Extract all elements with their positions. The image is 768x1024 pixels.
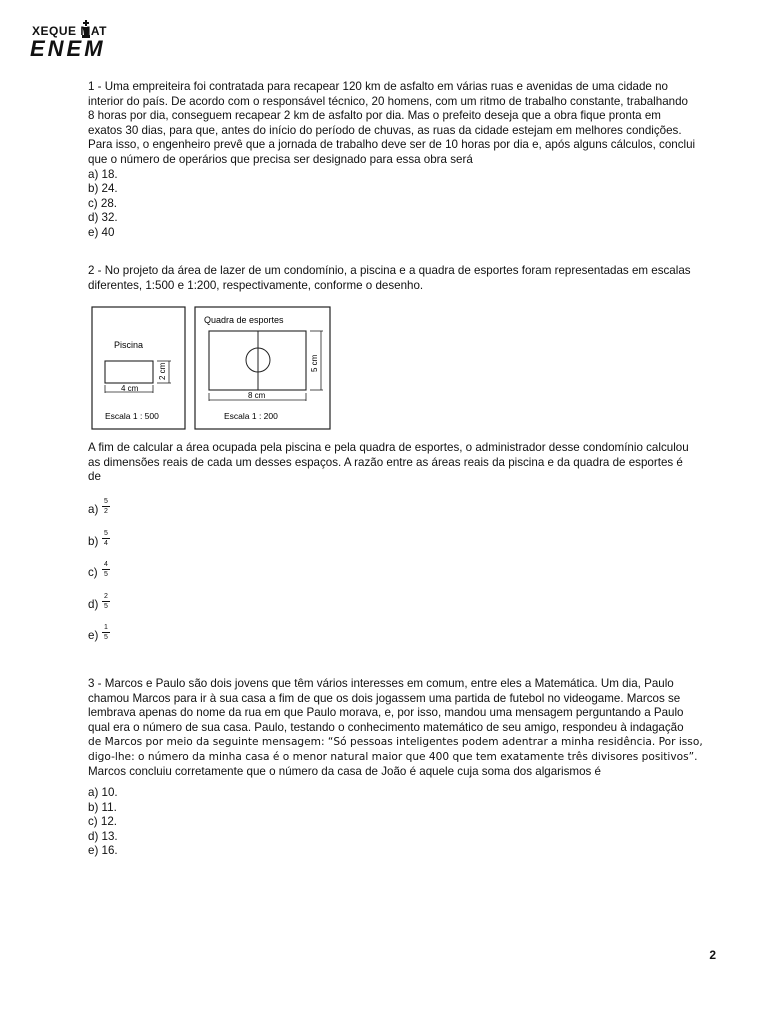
question-3-text <box>88 677 716 779</box>
q1-line: que o número de operários que precisa ser designado para essa obra será <box>88 152 473 166</box>
numerator: 4 <box>102 561 110 570</box>
q1-line: interior do país. De acordo com o responsável técnico, 20 homens, com um ritmo de trabalho constante, trabalhando <box>88 94 688 108</box>
option-c: c) 12. <box>88 815 117 829</box>
q2-after-line: as dimensões reais de cada um desses espaços. A razão entre as áreas reais da piscina e da quadra de esportes é <box>88 455 683 469</box>
q3-line: digo-lhe: o número da minha casa é o menor natural maior que 400 que tem exatamente três divisores positivos”. <box>88 750 698 763</box>
option-b: b) 24. <box>88 182 118 196</box>
q2-after-line: A fim de calcular a área ocupada pela piscina e pela quadra de esportes, o administrador desse condomínio calculou <box>88 441 689 454</box>
fraction <box>102 593 110 610</box>
pool-panel <box>92 307 185 429</box>
option-c: c) 28. <box>88 196 117 210</box>
q2-line: 2 - No projeto da área de lazer de um condomínio, a piscina e a quadra de esportes foram representadas em escalas <box>88 264 691 277</box>
fraction <box>102 498 110 515</box>
option-e: e) 40 <box>88 225 115 239</box>
pool-height-label: 2 cm <box>158 362 167 380</box>
option-a: a) 10. <box>88 786 118 799</box>
fraction <box>102 530 110 547</box>
question-2-text <box>88 264 716 293</box>
option-label: c) <box>88 566 98 579</box>
numerator: 2 <box>102 593 110 602</box>
question-1-text <box>88 80 716 168</box>
option-d: d) 32. <box>88 211 118 225</box>
logo-bottom-text: ENEM <box>30 36 106 61</box>
q3-line: 3 - Marcos e Paulo são dois jovens que têm vários interesses em comum, entre eles a Matemática. Um dia, Paulo <box>88 677 674 690</box>
page-number: 2 <box>709 948 716 962</box>
q3-line: Marcos concluiu corretamente que o número da casa de João é aquele cuja soma dos algarismos é <box>88 764 601 778</box>
pool-rect <box>105 361 153 383</box>
fraction <box>102 624 110 641</box>
q3-line: lembrava apenas do nome da rua em que Paulo morava, e, por isso, mandou uma mensagem perguntando a Paulo <box>88 706 684 720</box>
option-label: e) <box>88 629 99 642</box>
court-panel <box>195 307 330 429</box>
option-label: d) <box>88 597 99 611</box>
option-e: e) 16. <box>88 844 118 858</box>
denominator: 5 <box>104 602 108 610</box>
court-height-label: 5 cm <box>310 354 319 372</box>
denominator: 2 <box>104 508 108 515</box>
question-1-options <box>88 168 716 241</box>
denominator: 5 <box>104 634 108 641</box>
question-2-followup <box>88 441 716 485</box>
option-d: d) 13. <box>88 829 118 843</box>
option-a: a) 18. <box>88 167 118 181</box>
option-label: a) <box>88 503 99 516</box>
q1-line: Para isso, o engenheiro prevê que a jornada de trabalho deve ser de 10 horas por dia e, após alguns cálculos, conclui <box>88 138 696 152</box>
court-width-label: 8 cm <box>248 391 266 400</box>
q3-line: de Marcos por meio da seguinte mensagem: “Só pessoas inteligentes podem adentrar a minha residência. Por isso, <box>88 736 703 749</box>
pool-scale-label: Escala 1 : 500 <box>105 411 159 421</box>
scale-figure <box>91 306 331 430</box>
question-3-options <box>88 786 118 859</box>
pool-width-label: 4 cm <box>121 384 139 393</box>
xeque-mat-enem-logo <box>26 20 136 62</box>
q3-line: qual era o número de sua casa. Paulo, testando o conhecimento matemático de seu amigo, respondeu à indagação <box>88 720 684 734</box>
denominator: 4 <box>104 539 108 547</box>
q1-line: 8 horas por dia, conseguem recapear 2 km de asfalto por dia. Mas o prefeito deseja que a obra fique pronta em <box>88 109 661 123</box>
pool-title: Piscina <box>114 340 144 350</box>
denominator: 5 <box>104 571 108 578</box>
q2-line: diferentes, 1:500 e 1:200, respectivamente, conforme o desenho. <box>88 278 424 292</box>
fraction <box>102 561 110 578</box>
option-label: b) <box>88 534 99 548</box>
q1-line: 1 - Uma empreiteira foi contratada para recapear 120 km de asfalto em várias ruas e avenidas de uma cidade no <box>88 80 668 93</box>
numerator: 5 <box>102 530 110 539</box>
court-scale-label: Escala 1 : 200 <box>224 411 278 421</box>
q3-line: chamou Marcos para ir à sua casa a fim de que os dois jogassem uma partida de futebol no videogame. Marcos se <box>88 691 681 705</box>
numerator: 5 <box>102 498 110 507</box>
question-1 <box>88 80 716 241</box>
court-title: Quadra de esportes <box>204 315 284 325</box>
q2-after-line: de <box>88 470 101 484</box>
option-b: b) 11. <box>88 800 117 814</box>
q1-line: exatos 30 dias, para que, antes do início do período de chuvas, as ruas da cidade estejam em melhores condições. <box>88 123 682 137</box>
numerator: 1 <box>102 624 110 633</box>
logo-top-text: XEQUE MAT <box>32 24 107 38</box>
